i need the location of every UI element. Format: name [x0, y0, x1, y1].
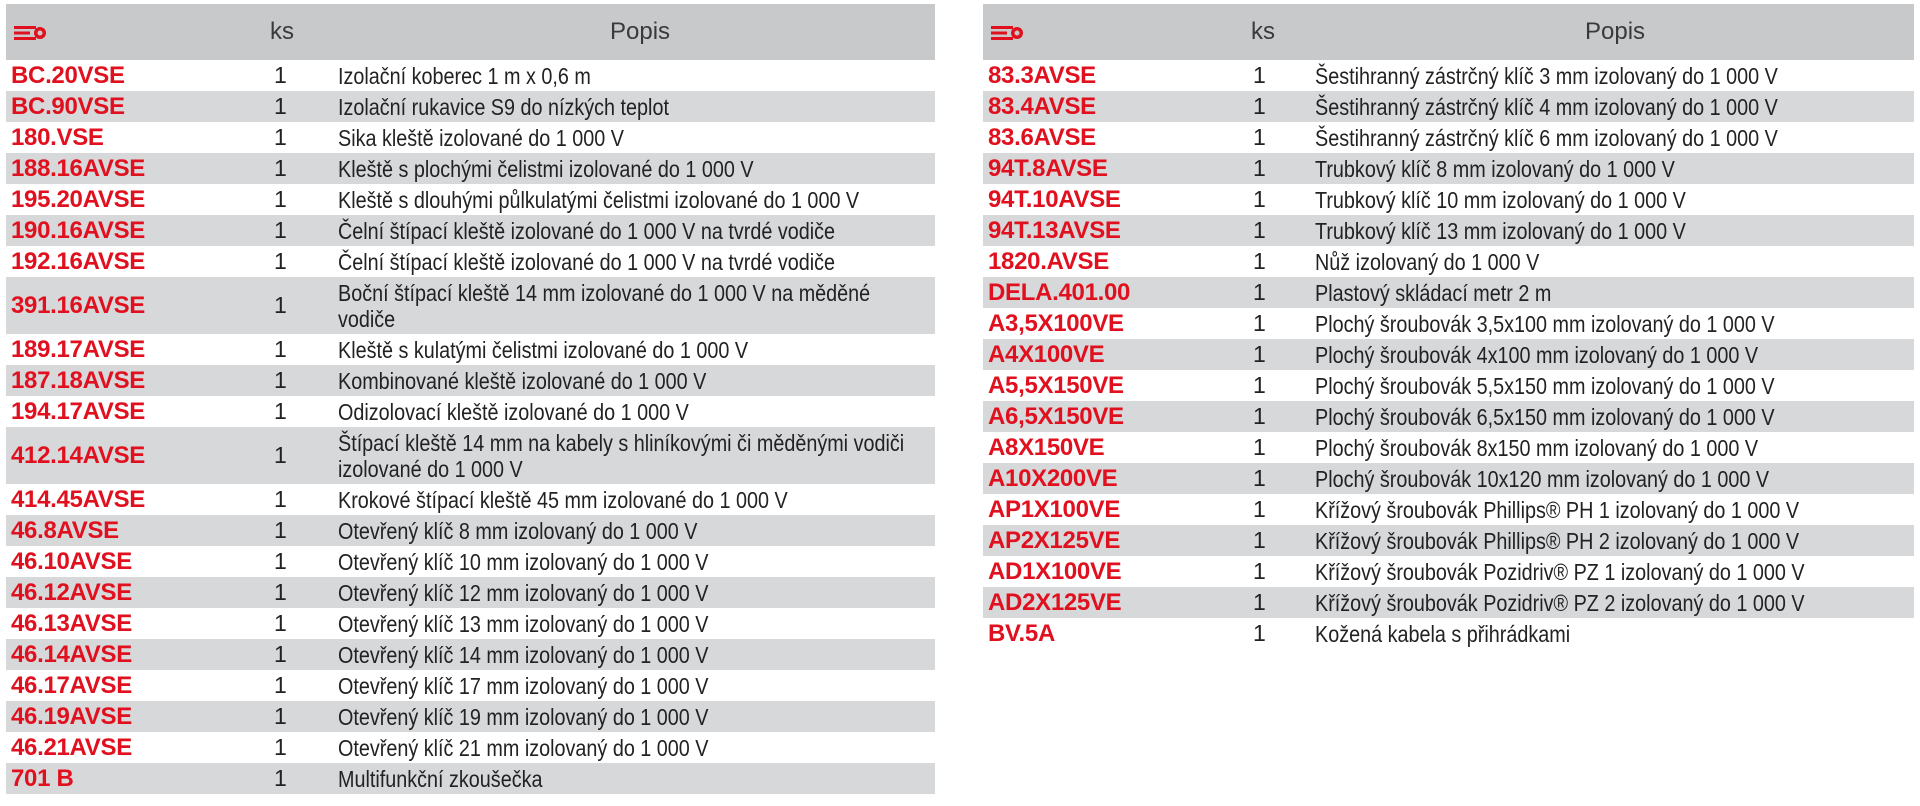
- table-row: [6, 639, 935, 670]
- part-code: 46.8AVSE: [11, 516, 119, 544]
- description: Kožená kabela s přihrádkami: [1315, 620, 1571, 647]
- table-row: [983, 215, 1914, 246]
- part-code: 94T.13AVSE: [988, 216, 1121, 244]
- description: Šestihranný zástrčný klíč 3 mm izolovaný do 1 000 V: [1315, 62, 1778, 89]
- table-row: [983, 60, 1914, 91]
- quantity: 1: [274, 641, 287, 667]
- part-code: A6,5X150VE: [988, 402, 1124, 430]
- description: Štípací kleště 14 mm na kabely s hliníkovými či měděnými vodiči izolované do 1 000 V: [338, 429, 905, 482]
- quantity: 1: [1253, 124, 1266, 150]
- quantity: 1: [274, 442, 287, 468]
- part-code: 187.18AVSE: [11, 366, 145, 394]
- table-row: [6, 365, 935, 396]
- quantity: 1: [1253, 217, 1266, 243]
- quantity: 1: [274, 292, 287, 318]
- quantity: 1: [1253, 403, 1266, 429]
- part-code: 46.14AVSE: [11, 640, 132, 668]
- part-code: BC.90VSE: [11, 92, 125, 120]
- header-popis: Popis: [1585, 18, 1646, 45]
- parts-table-left: [6, 4, 935, 794]
- quantity: 1: [274, 734, 287, 760]
- description: Odizolovací kleště izolované do 1 000 V: [338, 398, 689, 425]
- quantity: 1: [1253, 62, 1266, 88]
- part-code: A10X200VE: [988, 464, 1118, 492]
- description: Plochý šroubovák 4x100 mm izolovaný do 1 000 V: [1315, 341, 1759, 368]
- table-row: [983, 153, 1914, 184]
- quantity: 1: [274, 610, 287, 636]
- description: Křížový šroubovák Pozidriv® PZ 2 izolovaný do 1 000 V: [1315, 589, 1805, 616]
- table-row: [6, 484, 935, 515]
- part-code: A5,5X150VE: [988, 371, 1124, 399]
- quantity: 1: [274, 336, 287, 362]
- description: Plochý šroubovák 6,5x150 mm izolovaný do 1 000 V: [1315, 403, 1775, 430]
- quantity: 1: [274, 517, 287, 543]
- quantity: 1: [274, 765, 287, 791]
- table-body: [6, 60, 935, 794]
- description: Otevřený klíč 17 mm izolovaný do 1 000 V: [338, 672, 709, 699]
- part-code: AP1X100VE: [988, 495, 1121, 523]
- header-popis: Popis: [610, 18, 671, 45]
- quantity: 1: [274, 548, 287, 574]
- quantity: 1: [1253, 558, 1266, 584]
- part-code: AD2X125VE: [988, 588, 1122, 616]
- part-code: 46.19AVSE: [11, 702, 132, 730]
- part-code: DELA.401.00: [988, 278, 1131, 306]
- part-code: 412.14AVSE: [11, 441, 145, 469]
- description: Otevřený klíč 8 mm izolovaný do 1 000 V: [338, 517, 698, 544]
- description: Trubkový klíč 10 mm izolovaný do 1 000 V: [1315, 186, 1686, 213]
- part-code: 192.16AVSE: [11, 247, 145, 275]
- table-row: [983, 184, 1914, 215]
- quantity: 1: [274, 672, 287, 698]
- table-row: [6, 701, 935, 732]
- header-ks: ks: [270, 18, 294, 45]
- part-code: 46.21AVSE: [11, 733, 132, 761]
- quantity: 1: [1253, 527, 1266, 553]
- description: Otevřený klíč 14 mm izolovaný do 1 000 V: [338, 641, 709, 668]
- quantity: 1: [1253, 310, 1266, 336]
- table-row: [6, 91, 935, 122]
- facom-logo-icon: [14, 26, 48, 40]
- part-code: 194.17AVSE: [11, 397, 145, 425]
- part-code: BC.20VSE: [11, 61, 125, 89]
- table-row: [6, 670, 935, 701]
- part-code: 190.16AVSE: [11, 216, 145, 244]
- part-code: AP2X125VE: [988, 526, 1121, 554]
- quantity: 1: [274, 62, 287, 88]
- part-code: 414.45AVSE: [11, 485, 145, 513]
- quantity: 1: [1253, 465, 1266, 491]
- part-code: BV.5A: [988, 619, 1055, 647]
- table-row: [6, 246, 935, 277]
- table-row: [6, 732, 935, 763]
- description: Křížový šroubovák Phillips® PH 2 izolovaný do 1 000 V: [1315, 527, 1800, 554]
- part-code: 46.17AVSE: [11, 671, 132, 699]
- description: Otevřený klíč 13 mm izolovaný do 1 000 V: [338, 610, 709, 637]
- description: Křížový šroubovák Phillips® PH 1 izolovaný do 1 000 V: [1315, 496, 1800, 523]
- part-code: 46.12AVSE: [11, 578, 132, 606]
- part-code: 46.13AVSE: [11, 609, 132, 637]
- description: Kombinované kleště izolované do 1 000 V: [338, 367, 707, 394]
- table-row: [6, 515, 935, 546]
- description: Izolační rukavice S9 do nízkých teplot: [338, 93, 669, 120]
- description: Krokové štípací kleště 45 mm izolované do 1 000 V: [338, 486, 788, 513]
- quantity: 1: [274, 367, 287, 393]
- header-ks: ks: [1251, 18, 1275, 45]
- table-row: [6, 608, 935, 639]
- facom-logo-icon: [991, 26, 1025, 40]
- quantity: 1: [1253, 496, 1266, 522]
- description: Šestihranný zástrčný klíč 6 mm izolovaný do 1 000 V: [1315, 124, 1778, 151]
- part-code: 94T.10AVSE: [988, 185, 1121, 213]
- table-row: [983, 587, 1914, 618]
- quantity: 1: [274, 186, 287, 212]
- table-row: [6, 153, 935, 184]
- part-code: 180.VSE: [11, 123, 104, 151]
- quantity: 1: [274, 398, 287, 424]
- description: Šestihranný zástrčný klíč 4 mm izolovaný do 1 000 V: [1315, 93, 1778, 120]
- quantity: 1: [1253, 155, 1266, 181]
- table-row: [983, 91, 1914, 122]
- table-row: [6, 122, 935, 153]
- quantity: 1: [1253, 372, 1266, 398]
- table-row: [983, 556, 1914, 587]
- part-code: 188.16AVSE: [11, 154, 145, 182]
- quantity: 1: [274, 124, 287, 150]
- table-row: [6, 427, 935, 484]
- parts-table-right: [983, 4, 1914, 649]
- description: Plochý šroubovák 5,5x150 mm izolovaný do 1 000 V: [1315, 372, 1775, 399]
- part-code: 1820.AVSE: [988, 247, 1109, 275]
- description: Sika kleště izolované do 1 000 V: [338, 124, 624, 151]
- part-code: 83.3AVSE: [988, 61, 1096, 89]
- quantity: 1: [274, 155, 287, 181]
- part-code: 195.20AVSE: [11, 185, 145, 213]
- part-code: A8X150VE: [988, 433, 1105, 461]
- part-code: A4X100VE: [988, 340, 1105, 368]
- quantity: 1: [1253, 341, 1266, 367]
- description: Plochý šroubovák 10x120 mm izolovaný do 1 000 V: [1315, 465, 1770, 492]
- quantity: 1: [274, 579, 287, 605]
- table-row: [6, 277, 935, 334]
- description: Plastový skládací metr 2 m: [1315, 279, 1552, 306]
- table-row: [983, 339, 1914, 370]
- description: Nůž izolovaný do 1 000 V: [1315, 248, 1540, 275]
- description: Otevřený klíč 21 mm izolovaný do 1 000 V: [338, 734, 709, 761]
- description: Otevřený klíč 19 mm izolovaný do 1 000 V: [338, 703, 709, 730]
- description: Plochý šroubovák 3,5x100 mm izolovaný do 1 000 V: [1315, 310, 1775, 337]
- description: Plochý šroubovák 8x150 mm izolovaný do 1 000 V: [1315, 434, 1759, 461]
- quantity: 1: [1253, 248, 1266, 274]
- description: Kleště s dlouhými půlkulatými čelistmi izolované do 1 000 V: [338, 186, 860, 213]
- quantity: 1: [1253, 589, 1266, 615]
- part-code: 701 B: [11, 764, 74, 792]
- part-code: A3,5X100VE: [988, 309, 1124, 337]
- table-row: [6, 396, 935, 427]
- description: Křížový šroubovák Pozidriv® PZ 1 izolovaný do 1 000 V: [1315, 558, 1805, 585]
- table-row: [983, 432, 1914, 463]
- description: Izolační koberec 1 m x 0,6 m: [338, 62, 591, 89]
- table-row: [983, 618, 1914, 649]
- table-row: [6, 546, 935, 577]
- table-row: [6, 215, 935, 246]
- description: Čelní štípací kleště izolované do 1 000 V na tvrdé vodiče: [338, 217, 835, 244]
- description: Kleště s kulatými čelistmi izolované do 1 000 V: [338, 336, 749, 363]
- quantity: 1: [274, 248, 287, 274]
- part-code: 46.10AVSE: [11, 547, 132, 575]
- quantity: 1: [274, 217, 287, 243]
- table-row: [983, 370, 1914, 401]
- description: Boční štípací kleště 14 mm izolované do 1 000 V na měděné vodiče: [338, 279, 871, 332]
- description: Otevřený klíč 10 mm izolovaný do 1 000 V: [338, 548, 709, 575]
- description: Otevřený klíč 12 mm izolovaný do 1 000 V: [338, 579, 709, 606]
- description: Čelní štípací kleště izolované do 1 000 V na tvrdé vodiče: [338, 248, 835, 275]
- part-code: 189.17AVSE: [11, 335, 145, 363]
- table-body: [983, 60, 1914, 649]
- quantity: 1: [1253, 93, 1266, 119]
- part-code: 391.16AVSE: [11, 291, 145, 319]
- part-code: 94T.8AVSE: [988, 154, 1108, 182]
- table-row: [6, 763, 935, 794]
- quantity: 1: [1253, 279, 1266, 305]
- quantity: 1: [1253, 434, 1266, 460]
- table-row: [983, 401, 1914, 432]
- table-row: [983, 122, 1914, 153]
- description: Kleště s plochými čelistmi izolované do 1 000 V: [338, 155, 754, 182]
- part-code: AD1X100VE: [988, 557, 1122, 585]
- description: Trubkový klíč 13 mm izolovaný do 1 000 V: [1315, 217, 1686, 244]
- table-row: [6, 184, 935, 215]
- table-row: [983, 246, 1914, 277]
- table-row: [983, 463, 1914, 494]
- part-code: 83.6AVSE: [988, 123, 1096, 151]
- quantity: 1: [1253, 620, 1266, 646]
- quantity: 1: [1253, 186, 1266, 212]
- part-code: 83.4AVSE: [988, 92, 1096, 120]
- table-row: [6, 60, 935, 91]
- table-row: [983, 525, 1914, 556]
- table-row: [983, 308, 1914, 339]
- table-row: [983, 494, 1914, 525]
- quantity: 1: [274, 93, 287, 119]
- table-row: [983, 277, 1914, 308]
- table-row: [6, 334, 935, 365]
- description: Multifunkční zkoušečka: [338, 765, 543, 792]
- table-header: [983, 4, 1914, 60]
- quantity: 1: [274, 486, 287, 512]
- table-header: [6, 4, 935, 60]
- description: Trubkový klíč 8 mm izolovaný do 1 000 V: [1315, 155, 1675, 182]
- table-row: [6, 577, 935, 608]
- quantity: 1: [274, 703, 287, 729]
